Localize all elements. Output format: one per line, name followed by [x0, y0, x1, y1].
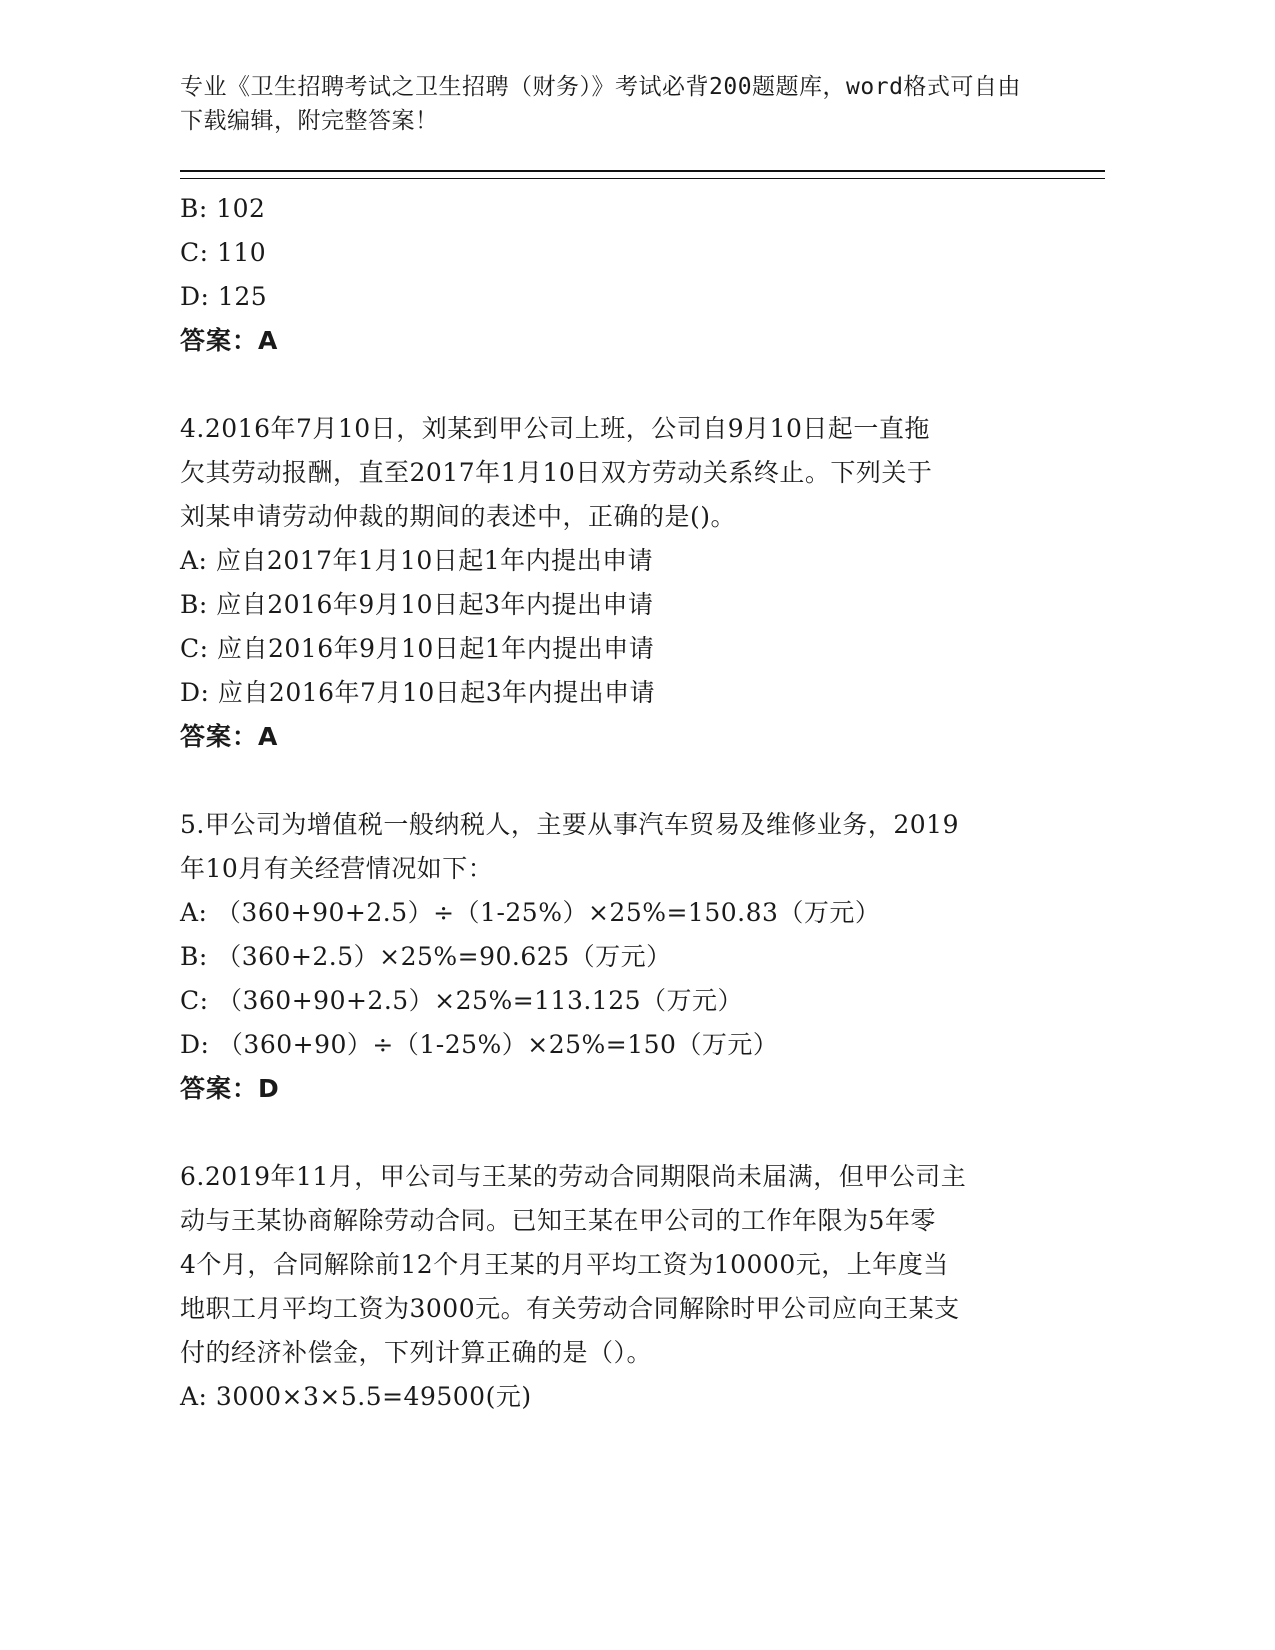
- question-text: 4.2016年7月10日，刘某到甲公司上班，公司自9月10日起一直拖: [180, 414, 930, 443]
- question-5: [180, 803, 1105, 1111]
- question-text: 付的经济补偿金，下列计算正确的是（）。: [180, 1338, 653, 1367]
- answer-label: 答案：A: [180, 722, 279, 751]
- option-d: D: 125: [180, 282, 268, 311]
- question-3-tail: [180, 187, 1105, 363]
- question-text: 4个月，合同解除前12个月王某的月平均工资为10000元，上年度当: [180, 1250, 949, 1279]
- option-a: A: （360+90+2.5）÷（1-25%）×25%=150.83（万元）: [180, 898, 881, 927]
- answer-label: 答案：A: [180, 326, 279, 355]
- question-text: 动与王某协商解除劳动合同。已知王某在甲公司的工作年限为5年零: [180, 1206, 936, 1235]
- option-a: A: 3000×3×5.5=49500(元): [180, 1382, 532, 1411]
- option-b: B: （360+2.5）×25%=90.625（万元）: [180, 942, 672, 971]
- header-divider: [180, 170, 1105, 179]
- option-c: C: （360+90+2.5）×25%=113.125（万元）: [180, 986, 744, 1015]
- option-c: C: 110: [180, 238, 267, 267]
- question-text: 年10月有关经营情况如下：: [180, 854, 494, 883]
- document-body: [180, 187, 1105, 1419]
- question-text: 刘某申请劳动仲裁的期间的表述中，正确的是()。: [180, 502, 737, 531]
- question-6: [180, 1155, 1105, 1419]
- option-d: D: 应自2016年7月10日起3年内提出申请: [180, 678, 656, 707]
- option-d: D: （360+90）÷（1-25%）×25%=150（万元）: [180, 1030, 779, 1059]
- question-text: 6.2019年11月，甲公司与王某的劳动合同期限尚未届满，但甲公司主: [180, 1162, 967, 1191]
- document-page: [180, 70, 1105, 1419]
- option-b: B: 应自2016年9月10日起3年内提出申请: [180, 590, 654, 619]
- question-text: 地职工月平均工资为3000元。有关劳动合同解除时甲公司应向王某支: [180, 1294, 960, 1323]
- question-text: 欠其劳动报酬，直至2017年1月10日双方劳动关系终止。下列关于: [180, 458, 933, 487]
- option-a: A: 应自2017年1月10日起1年内提出申请: [180, 546, 654, 575]
- document-header: 专业《卫生招聘考试之卫生招聘（财务）》考试必背200题题库，word格式可自由下载编辑，附完整答案！: [180, 74, 1021, 134]
- question-text: 5.甲公司为增值税一般纳税人，主要从事汽车贸易及维修业务，2019: [180, 810, 959, 839]
- option-c: C: 应自2016年9月10日起1年内提出申请: [180, 634, 655, 663]
- answer-label: 答案：D: [180, 1074, 280, 1103]
- question-4: [180, 407, 1105, 759]
- option-b: B: 102: [180, 194, 266, 223]
